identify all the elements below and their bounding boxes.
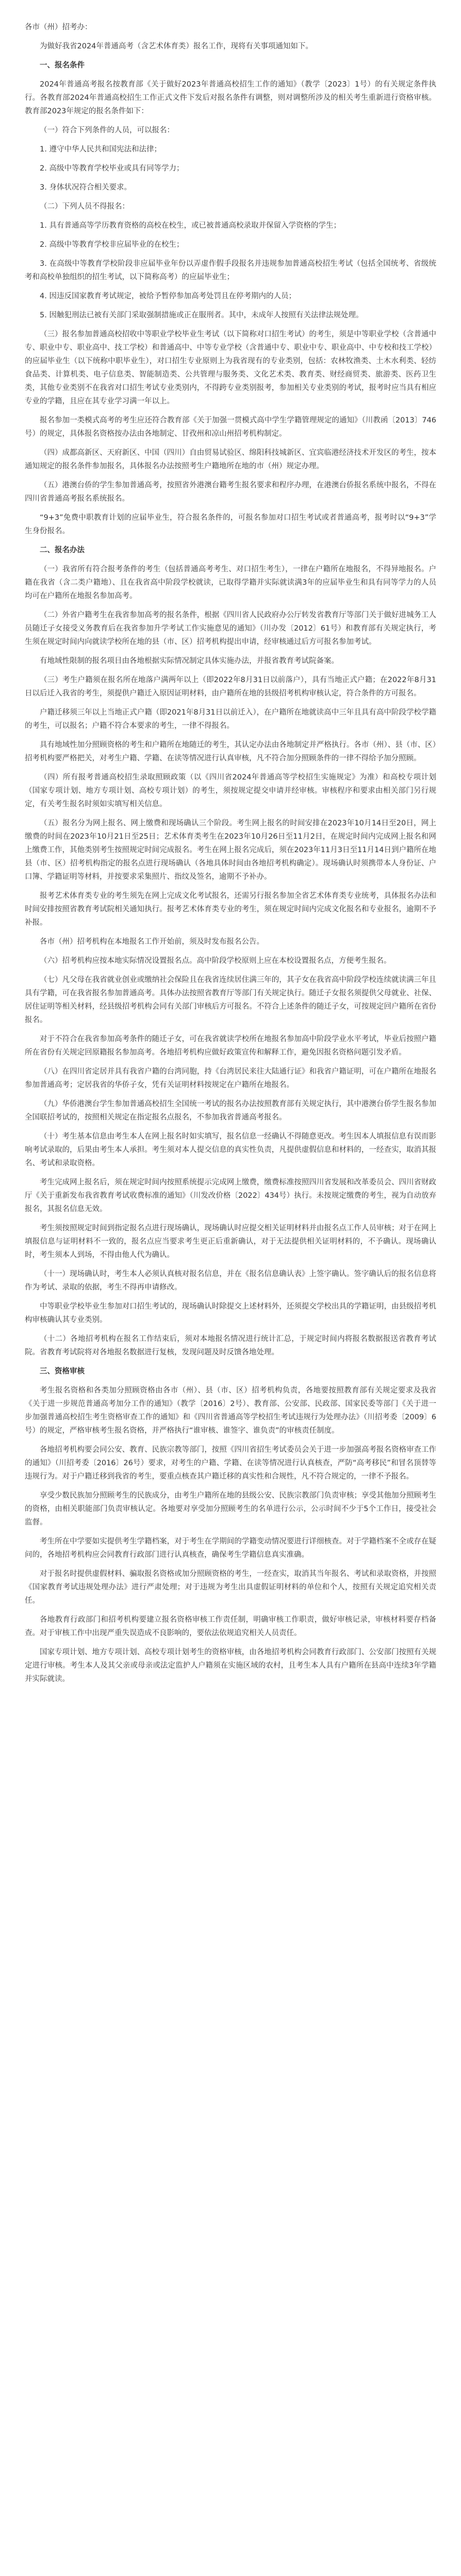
paragraph: 享受少数民族加分照顾考生的民族成分，由考生户籍所在地的县级公安、民族宗教部门负责审核；享受其他加分照顾考生的资格，由相关职能部门负责审核认定。各地要对享受加分照顾考生的名单进行公示，公示时间不少于5个工作日，接受社会监督。 [25,1492,436,1527]
paragraph: 各市（州）招考机构在本地报名工作开始前，须及时发布报名公告。 [40,938,264,946]
paragraph: （十一）现场确认时，考生本人必须认真核对报名信息，并在《报名信息确认表》上签字确认。签字确认后的报名信息将作为考试、录取的依据，考生不得再申请修改。 [25,1270,436,1292]
paragraph: 4. 因违反国家教育考试规定，被给予暂停参加高考处罚且在停考期内的人员； [40,292,296,300]
paragraph: 国家专项计划、地方专项计划、高校专项计划考生的资格审核，由各地招考机构会同教育行政部门、公安部门按照有关规定进行审核。考生本人及其父亲或母亲或法定监护人户籍须在实施区域的农村，且考生本人具有户籍所在县高中连续3年学籍并实际就读。 [25,1648,436,1683]
paragraph: 3. 在高级中等教育学校阶段非应届毕业年份以弄虚作假手段报名并违规参加普通高校招生考试（包括全国统考、省级统考和高校单独组织的招生考试，以下简称高考）的应届毕业生； [25,260,436,281]
paragraph: 对于报名时提供虚假材料、骗取报名资格或加分照顾资格的考生，一经查实，取消其当年报名、考试和录取资格，并按照《国家教育考试违规处理办法》进行严肃处理；对于违规为考生出具虚假证明材料的单位和个人，按照有关规定追究相关责任。 [25,1570,436,1605]
paragraph: （四）所有报考普通高校招生录取照顾政策（以《四川省2024年普通高等学校招生实施规定》为准）和高校专项计划（国家专项计划、地方专项计划、高校专项计划）的考生，须按规定提交申请并经审核。审核程序和要求由相关部门另行规定，有关考生报名时须如实填写相关信息。 [25,773,436,808]
paragraph: 2. 高级中等教育学校毕业或具有同等学力； [40,164,184,173]
paragraph: （一）我省所有符合报考条件的考生（包括普通高考考生、对口招生考生），一律在户籍所在地报名，不得异地报名。户籍在我省（含二类户籍地）、且在我省高中阶段学校就读，已取得学籍并实际就读满3年的应届毕业生和具有同等学力的人员均可在户籍所在地报名参加高考。 [25,565,436,600]
paragraph: （五）报名分为网上报名、网上缴费和现场确认三个阶段。考生网上报名的时间安排在2023年10月14日至20日，网上缴费的时间在2023年10月21日至25日；艺术体育类考生在2023年10月26日至11月2日，在规定时间内完成网上报名和网上缴费工作，其他类别考生按照规定时间完成报名。考生在网上报名完成后，须在2023年11月3日至11月14日到户籍所在地县（市、区）招考机构指定的报名点进行现场确认（各地具体时间由各地招考机构确定）。现场确认时须携带本人身份证、户口簿、学籍证明等材料，并按要求采集照片、指纹及签名，逾期不予补办。 [25,819,436,881]
paragraph: 各地教育行政部门和招考机构要建立报名资格审核工作责任制，明确审核工作职责，做好审核记录，审核材料要存档备查。对于审核工作中出现严重失误造成不良影响的，要依法依规追究相关人员责任。 [25,1616,436,1637]
paragraph: （三）报名参加普通高校招收中等职业学校毕业生考试（以下简称对口招生考试）的考生，须是中等职业学校（含普通中专、职业中专、职业高中、技工学校）和普通高中、中等专业学校（含普通中专、职业中专、职业高中、中专校和技工学校）的应届毕业生（以下统称中职毕业生），对口招生专业原则上为我省现有的专业类别，包括：农林牧渔类、土木水利类、轻纺食品类、计算机类、电子信息类、智能制造类、公共管理与服务类、文化艺术类、教育类、财经商贸类、旅游类、医药卫生类，其他专业类别不在我省对口招生考试专业类别内，不得跨专业类别报考，参加相关专业类别的考试，报考时应当具有相应专业的学籍，且应在其专业学习满一年以上。 [25,330,436,405]
paragraph: 对于不符合在我省参加高考条件的随迁子女，可在我省就读学校所在地报名参加高中阶段学业水平考试，毕业后按照户籍所在省份有关规定回原籍报名参加高考。各地招考机构应做好政策宣传和解释工作，避免因报名资格问题引发矛盾。 [25,1035,436,1057]
paragraph: 报名参加一类模式高考的考生应还符合教育部《关于加强一贯模式高中学生学籍管理规定的通知》（川教函〔2013〕746号）的规定，具体报名资格按办法由各地制定、甘孜州和凉山州招考机构制定。 [25,416,436,438]
paragraph: “9+3”免费中职教育计划的应届毕业生，符合报名条件的，可报名参加对口招生考试或者普通高考，报考时以“9+3”学生身份报名。 [25,514,436,535]
paragraph: （四）成都高新区、天府新区、中国（四川）自由贸易试验区、绵阳科技城新区、宜宾临港经济技术开发区的考生，按本通知规定的报名条件参加报名，具体报名办法按照考生户籍地所在地的市（州）规定办理。 [25,449,436,470]
paragraph: （十）考生基本信息由考生本人在网上报名时如实填写，报名信息一经确认不得随意更改。考生因本人填报信息有误而影响考试录取的，后果由考生本人承担。考生须对本人提交信息的真实性负责，凡提供虚假信息和材料的，一经查实，取消其报名、考试和录取资格。 [25,1132,436,1167]
paragraph: 考生报名资格和各类加分照顾资格由各市（州）、县（市、区）招考机构负责，各地要按照教育部有关规定要求及我省《关于进一步规范普通高考加分工作的通知》（教学〔2016〕2号）、教育部、公安部、民政部、国家民委等部门《关于进一步加强普通高校招生考生资格审查工作的通知》和《四川省普通高等学校招生考试违规行为处理办法》（川招考委〔2009〕6号）的规定，严格审核考生报名资格，并严格执行“谁审核、谁签字、谁负责”的审核责任制度。 [25,1386,436,1435]
paragraph: （十二）各地招考机构在报名工作结束后，须对本地报名情况进行统计汇总，于规定时间内将报名数据报送省教育考试院。省教育考试院将对各地报名数据进行复核，发现问题及时反馈各地处理。 [25,1335,436,1357]
paragraph: （六）招考机构应按本地实际情况设置报名点。高中阶段学校原则上应在本校设置报名点，方便考生报名。 [40,957,391,965]
paragraph: 1. 遵守中华人民共和国宪法和法律； [40,145,161,154]
paragraph: （五）港澳台侨的学生参加普通高考，按照省外港澳台籍考生报名要求和程序办理，在港澳台侨报名系统中报名，不得在四川省普通高考报名系统报名。 [25,481,436,503]
document-body [25,40,436,1686]
paragraph: 户籍迁移须三年以上当地正式户籍（即2021年8月31日以前迁入），在户籍所在地就读高中三年且具有高中阶段学校学籍的考生，可以报名；户籍不符合本要求的考生，一律不得报名。 [25,708,436,730]
paragraph: （九）华侨港澳台学生参加普通高校招生全国统一考试的报名办法按照教育部有关规定执行，其中港澳台侨学生报名参加全国联招考试的，按照相关规定在指定报名点报名，不参加我省普通高考报名。 [25,1100,436,1122]
section-heading: 三、资格审核 [40,1367,85,1376]
paragraph: （三）考生户籍须在报名所在地落户满两年以上（即2022年8月31日以前落户），具有当地正式户籍；在2022年8月31日以后迁入我省的考生，须提供户籍迁入原因证明材料，由户籍所在地的县级招考机构审核认定，符合条件的方可报名。 [25,676,436,698]
paragraph: （八）在四川省定居并具有我省户籍的台湾同胞，持《台湾居民来往大陆通行证》和我省户籍证明，可在户籍所在地报名参加普通高考；定居我省的华侨子女，凭有关证明材料按规定在户籍所在地报名。 [25,1067,436,1089]
paragraph: 2024年普通高考报名按教育部《关于做好2023年普通高校招生工作的通知》（教学〔2023〕1号）的有关规定条件执行。各教育部2024年普通高校招生工作正式文件下发后对报名条件有调整，则对调整所涉及的相关考生重新进行资格审核。教育部2023年规定的报名条件如下： [25,80,436,115]
paragraph: 中等职业学校毕业生参加对口招生考试的，现场确认时除提交上述材料外，还须提交学校出具的学籍证明，由县级招考机构审核确认其专业类别。 [25,1302,436,1324]
paragraph: 1. 具有普通高等学历教育资格的高校在校生，或已被普通高校录取并保留入学资格的学生； [40,222,341,230]
paragraph: （二）下列人员不得报名： [40,202,129,211]
paragraph: （二）外省户籍考生在我省参加高考的报名条件，根据《四川省人民政府办公厅转发省教育厅等部门关于做好进城务工人员随迁子女接受义务教育后在我省参加升学考试工作实施意见的通知》（川办发〔2012〕61号）和教育部有关规定执行，考生须在规定时间内向就读学校所在地的县（市、区）招考机构提出申请，经审核通过后方可报名参加考试。 [25,611,436,646]
paragraph: 报考艺术体育类专业的考生须先在网上完成文化考试报名，还需另行报名参加全省艺术体育类专业统考，具体报名办法和时间安排按照省教育考试院相关通知执行。报考艺术体育类专业的考生，须在规定时间内完成文化报名和专业报名，逾期不予补报。 [25,892,436,927]
section-heading: 二、报名办法 [40,546,85,554]
paragraph: （七）凡父母在我省就业创业或缴纳社会保险且在我省连续居住满三年的，其子女在我省高中阶段学校连续就读满三年且具有学籍，可在我省报名参加普通高考。具体办法按照省教育厅等部门有关规定执行。随迁子女报名须提供父母就业、社保、居住证明等相关材料，经县级招考机构会同有关部门审核后方可报名。不符合上述条件的随迁子女，可按规定回户籍所在省份报名。 [25,976,436,1024]
paragraph: （一）符合下列条件的人员，可以报名： [40,126,174,134]
paragraph: 有地域性限制的报名项目由各地根据实际情况制定具体实施办法，并报省教育考试院备案。 [40,657,339,665]
section-heading: 一、报名条件 [40,61,85,70]
paragraph: 3. 身体状况符合相关要求。 [40,183,131,192]
addressee-line: 各市（州）招考办： [25,23,92,31]
paragraph: 2. 高级中等教育学校非应届毕业的在校生； [40,241,184,249]
paragraph: 为做好我省2024年普通高考（含艺术体育类）报名工作，现将有关事项通知如下。 [40,42,313,50]
paragraph: 考生所在中学要如实提供考生学籍档案，对于考生在学期间的学籍变动情况要进行详细核查。对于学籍档案不全或存在疑问的，各地招考机构应会同教育行政部门进行认真核查，确保考生学籍信息真实准确。 [25,1537,436,1559]
paragraph: 5. 因触犯刑法已被有关部门采取强制措施或正在服刑者。其中，未成年人按照有关法律法规处理。 [40,311,364,319]
paragraph: 考生完成网上报名后，须在规定时间内按照系统提示完成网上缴费，缴费标准按照四川省发展和改革委员会、四川省财政厅《关于重新发布我省教育考试收费标准的通知》（川发改价格〔2022〕434号）执行。未按规定缴费的考生，视为自动放弃报名，其报名信息无效。 [25,1178,436,1213]
paragraph: 各地招考机构要会同公安、教育、民族宗教等部门，按照《四川省招生考试委员会关于进一步加强高考报名资格审查工作的通知》（川招考委〔2016〕26号）要求，对考生的户籍、学籍、在读等情况进行认真核查，严防“高考移民”和冒名顶替等违规行为。对于户籍迁移到我省的考生，要重点核查其户籍迁移的真实性和合规性，凡不符合规定的，一律不予报名。 [25,1446,436,1481]
paragraph: 考生须按照规定时间到指定报名点进行现场确认，现场确认时应提交相关证明材料并由报名点工作人员审核；对于在网上填报信息与证明材料不一致的，报名点应当要求考生更正后重新确认，对于无法提供相关证明材料的，不予确认。现场确认时，考生须本人到场，不得由他人代为确认。 [25,1224,436,1259]
paragraph: 具有地域性加分照顾资格的考生和户籍所在地随迁的考生，其认定办法由各地制定并严格执行。各市（州）、县（市、区）招考机构要严格把关，对考生户籍、学籍、在读等情况进行认真审核，凡不符合加分照顾条件的一律不得给予加分照顾。 [25,741,436,762]
